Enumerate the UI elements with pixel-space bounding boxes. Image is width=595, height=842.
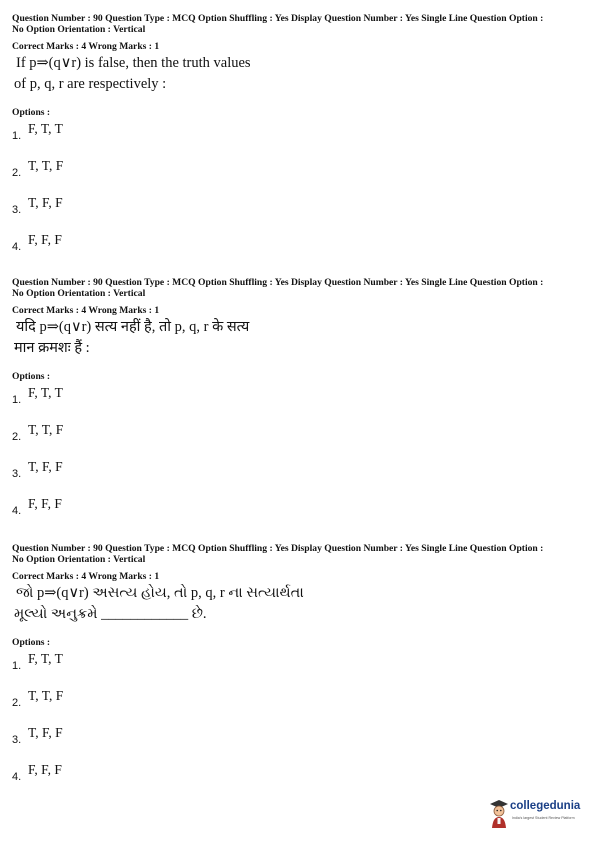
question-meta [12, 544, 582, 565]
option-number: 4. [12, 505, 22, 518]
option-text: T, T, F [28, 158, 64, 174]
option-number: 2. [12, 167, 22, 180]
option-number: 1. [12, 394, 22, 407]
marks-line: Correct Marks : 4 Wrong Marks : 1 [12, 305, 160, 317]
question-block-2 [12, 278, 582, 530]
option-1[interactable] [12, 382, 582, 419]
question-meta-line-1: Question Number : 90 Question Type : MCQ Option Shuffling : Yes Display Question Number : Yes Single Line Question Option : [12, 543, 544, 554]
option-number: 3. [12, 468, 22, 481]
option-1[interactable] [12, 648, 582, 685]
option-number: 1. [12, 660, 22, 673]
option-text: F, T, T [28, 385, 63, 401]
question-block-1 [12, 14, 582, 266]
option-text: F, F, F [28, 496, 62, 512]
question-meta [12, 14, 582, 35]
option-4[interactable] [12, 229, 582, 266]
option-text: T, F, F [28, 195, 63, 211]
logo-tagline: India's largest Student Review Platform [512, 816, 575, 820]
option-number: 1. [12, 130, 22, 143]
question-meta [12, 278, 582, 299]
option-text: T, T, F [28, 688, 64, 704]
option-2[interactable] [12, 155, 582, 192]
question-line-1: If p⇒(q∨r) is false, then the truth values [16, 55, 251, 72]
marks-line: Correct Marks : 4 Wrong Marks : 1 [12, 41, 160, 53]
question-text [12, 53, 582, 95]
option-text: T, T, F [28, 422, 64, 438]
option-number: 2. [12, 697, 22, 710]
option-text: F, T, T [28, 121, 63, 137]
option-number: 4. [12, 241, 22, 254]
question-meta-line-1: Question Number : 90 Question Type : MCQ Option Shuffling : Yes Display Question Number : Yes Single Line Question Option : [12, 277, 544, 288]
question-line-1: यदि p⇒(q∨r) सत्य नहीं है, तो p, q, r के सत्य [16, 319, 250, 336]
option-text: F, F, F [28, 232, 62, 248]
question-block-3 [12, 544, 582, 796]
options-label: Options : [12, 371, 51, 383]
option-text: T, F, F [28, 459, 63, 475]
option-number: 3. [12, 734, 22, 747]
marks-line: Correct Marks : 4 Wrong Marks : 1 [12, 571, 160, 583]
question-text [12, 583, 582, 625]
option-text: F, F, F [28, 762, 62, 778]
option-2[interactable] [12, 685, 582, 722]
question-meta-line-2: No Option Orientation : Vertical [12, 23, 146, 35]
options-label: Options : [12, 637, 51, 649]
option-1[interactable] [12, 118, 582, 155]
logo-brand-text: collegedunia [510, 800, 581, 812]
question-meta-line-1: Question Number : 90 Question Type : MCQ Option Shuffling : Yes Display Question Number : Yes Single Line Question Option : [12, 13, 544, 24]
option-2[interactable] [12, 419, 582, 456]
option-text: F, T, T [28, 651, 63, 667]
options-label: Options : [12, 107, 51, 119]
collegedunia-logo [488, 797, 583, 831]
question-meta-line-2: No Option Orientation : Vertical [12, 287, 146, 299]
question-line-1: જો p⇒(q∨r) અસત્ય હોય, તો p, q, r ના સત્યાર્થતા [16, 585, 304, 602]
option-number: 3. [12, 204, 22, 217]
option-text: T, F, F [28, 725, 63, 741]
option-3[interactable] [12, 192, 582, 229]
question-text [12, 317, 582, 359]
question-line-2: मान क्रमशः हैं : [14, 340, 90, 357]
graduate-mascot-icon [488, 797, 510, 829]
option-4[interactable] [12, 759, 582, 796]
question-line-2: of p, q, r are respectively : [14, 76, 167, 93]
option-number: 4. [12, 771, 22, 784]
option-3[interactable] [12, 722, 582, 759]
option-number: 2. [12, 431, 22, 444]
option-3[interactable] [12, 456, 582, 493]
question-line-2: મૂલ્યો અનુક્રમે ____________ છે. [14, 606, 207, 623]
question-meta-line-2: No Option Orientation : Vertical [12, 553, 146, 565]
option-4[interactable] [12, 493, 582, 530]
